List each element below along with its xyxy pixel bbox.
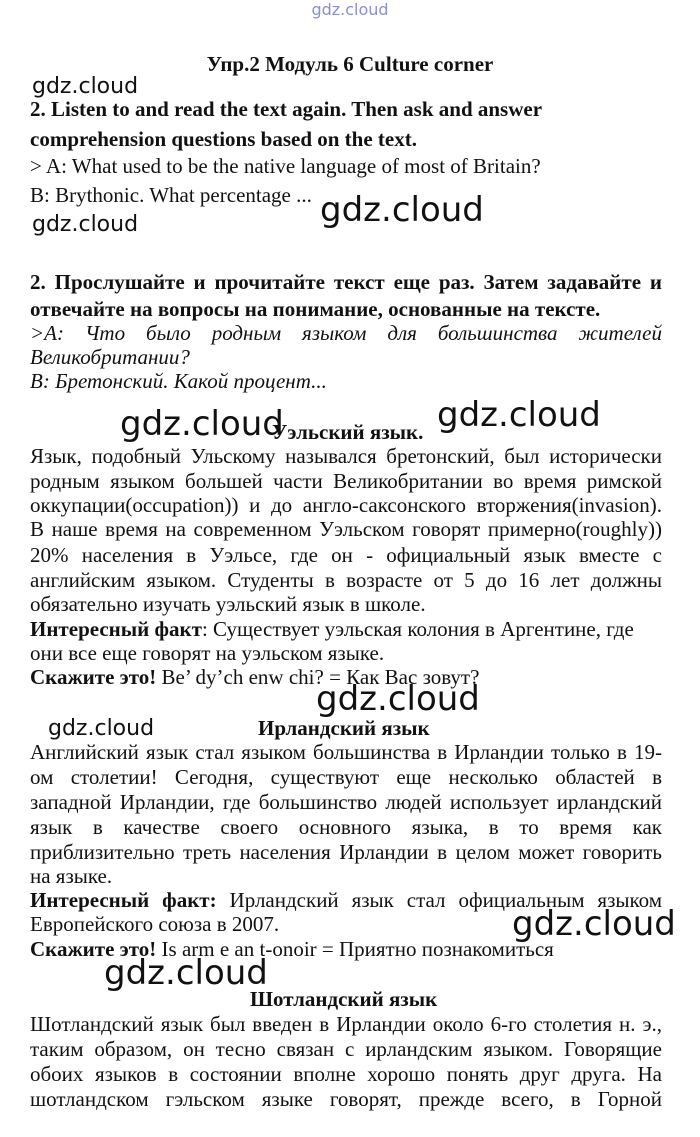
irish-fact-line2: Европейского союза в 2007. xyxy=(30,912,280,936)
welsh-line: 20% населения в Уэльсе, где он - официальный язык вместе с xyxy=(30,543,662,567)
irish-line: ом столетии! Сегодня, существуют еще несколько областей в xyxy=(30,765,662,789)
say-text: Be’ dy’ch enw chi? = Как Вас зовут? xyxy=(156,665,480,689)
welsh-fact-line2: они все еще говорят на уэльском языке. xyxy=(30,641,385,665)
scottish-line: обоих языков в состоянии вполне хорошо понять друг друга. На xyxy=(30,1062,662,1086)
watermark: gdz.cloud xyxy=(48,716,155,741)
task-en-line1: 2. Listen to and read the text again. Then ask and answer xyxy=(30,97,543,121)
scottish-line: Шотландский язык был введен в Ирландии около 6-го столетия н. э., xyxy=(30,1012,662,1036)
welsh-line: родным языком большей части Великобритании во время римской xyxy=(30,469,662,493)
welsh-fact xyxy=(30,617,634,642)
irish-line: приблизительно треть населения Ирландии в целом может говорить xyxy=(30,840,662,864)
watermark: gdz.cloud xyxy=(512,904,676,944)
task-en-qa2: B: Brythonic. What percentage ... xyxy=(30,183,312,207)
task-ru-qa3: В: Бретонский. Какой процент... xyxy=(30,369,327,393)
irish-line: Английский язык стал языком большинства в Ирландии только в 19- xyxy=(30,740,662,764)
watermark: gdz.cloud xyxy=(104,953,268,993)
welsh-line: Язык, подобный Ульскому назывался бретонский, был исторически xyxy=(30,444,662,468)
fact-label: Интересный факт: xyxy=(30,888,217,912)
task-ru-line1: 2. Прослушайте и прочитайте текст еще раз. Затем задавайте и xyxy=(30,270,662,294)
task-en-qa1: > A: What used to be the native language of most of Britain? xyxy=(30,154,541,178)
watermark: gdz.cloud xyxy=(437,395,601,435)
scottish-line: шотландском гэльском языке говорят, прежде всего, в Горной xyxy=(30,1087,662,1111)
task-ru-qa1: >А: Что было родным языком для большинства жителей xyxy=(30,321,662,345)
welsh-line: обязательно изучать уэльский язык в школе. xyxy=(30,592,426,616)
scottish-heading: Шотландский язык xyxy=(250,987,438,1011)
page-title: Упр.2 Модуль 6 Culture corner xyxy=(206,52,494,76)
irish-line: язык в качестве своего основного языка, в то время как xyxy=(30,815,662,839)
task-ru-line2: отвечайте на вопросы на понимание, основанные на тексте. xyxy=(30,297,601,321)
welsh-line: В наше время на современном Уэльском говорят примерно(roughly)) xyxy=(30,517,662,541)
irish-line: западной Ирландии, где большинство людей использует ирландский xyxy=(30,790,662,814)
watermark: gdz.cloud xyxy=(316,679,480,719)
welsh-line: оккупации(occupation)) и до англо-саксонского вторжения(invasion). xyxy=(30,493,662,517)
task-en-line2: comprehension questions based on the text. xyxy=(30,127,417,151)
fact-text: : Существует уэльская колония в Аргентине, где xyxy=(201,617,634,641)
welsh-line: английским языком. Студенты в возрасте от 5 до 16 лет должны xyxy=(30,568,662,592)
watermark: gdz.cloud xyxy=(32,74,139,99)
watermark: gdz.cloud xyxy=(32,212,139,237)
say-label: Скажите это! xyxy=(30,937,157,961)
watermark: gdz.cloud xyxy=(320,190,484,230)
irish-heading: Ирландский язык xyxy=(258,716,430,740)
watermark-top: gdz.cloud xyxy=(311,0,389,19)
fact-label: Интересный факт xyxy=(30,617,202,641)
welsh-heading: Уэльский язык. xyxy=(272,420,424,444)
fact-text: Ирландский язык стал официальным языком xyxy=(216,888,663,912)
scottish-line: таким образом, он тесно связан с ирландским языком. Говорящие xyxy=(30,1037,662,1061)
say-label: Скажите это! xyxy=(30,665,157,689)
irish-line: на языке. xyxy=(30,864,113,888)
watermark: gdz.cloud xyxy=(120,404,284,444)
say-text: Is arm e an t-onoir = Приятно познакомиться xyxy=(156,937,554,961)
task-ru-qa2: Великобритании? xyxy=(30,345,190,369)
